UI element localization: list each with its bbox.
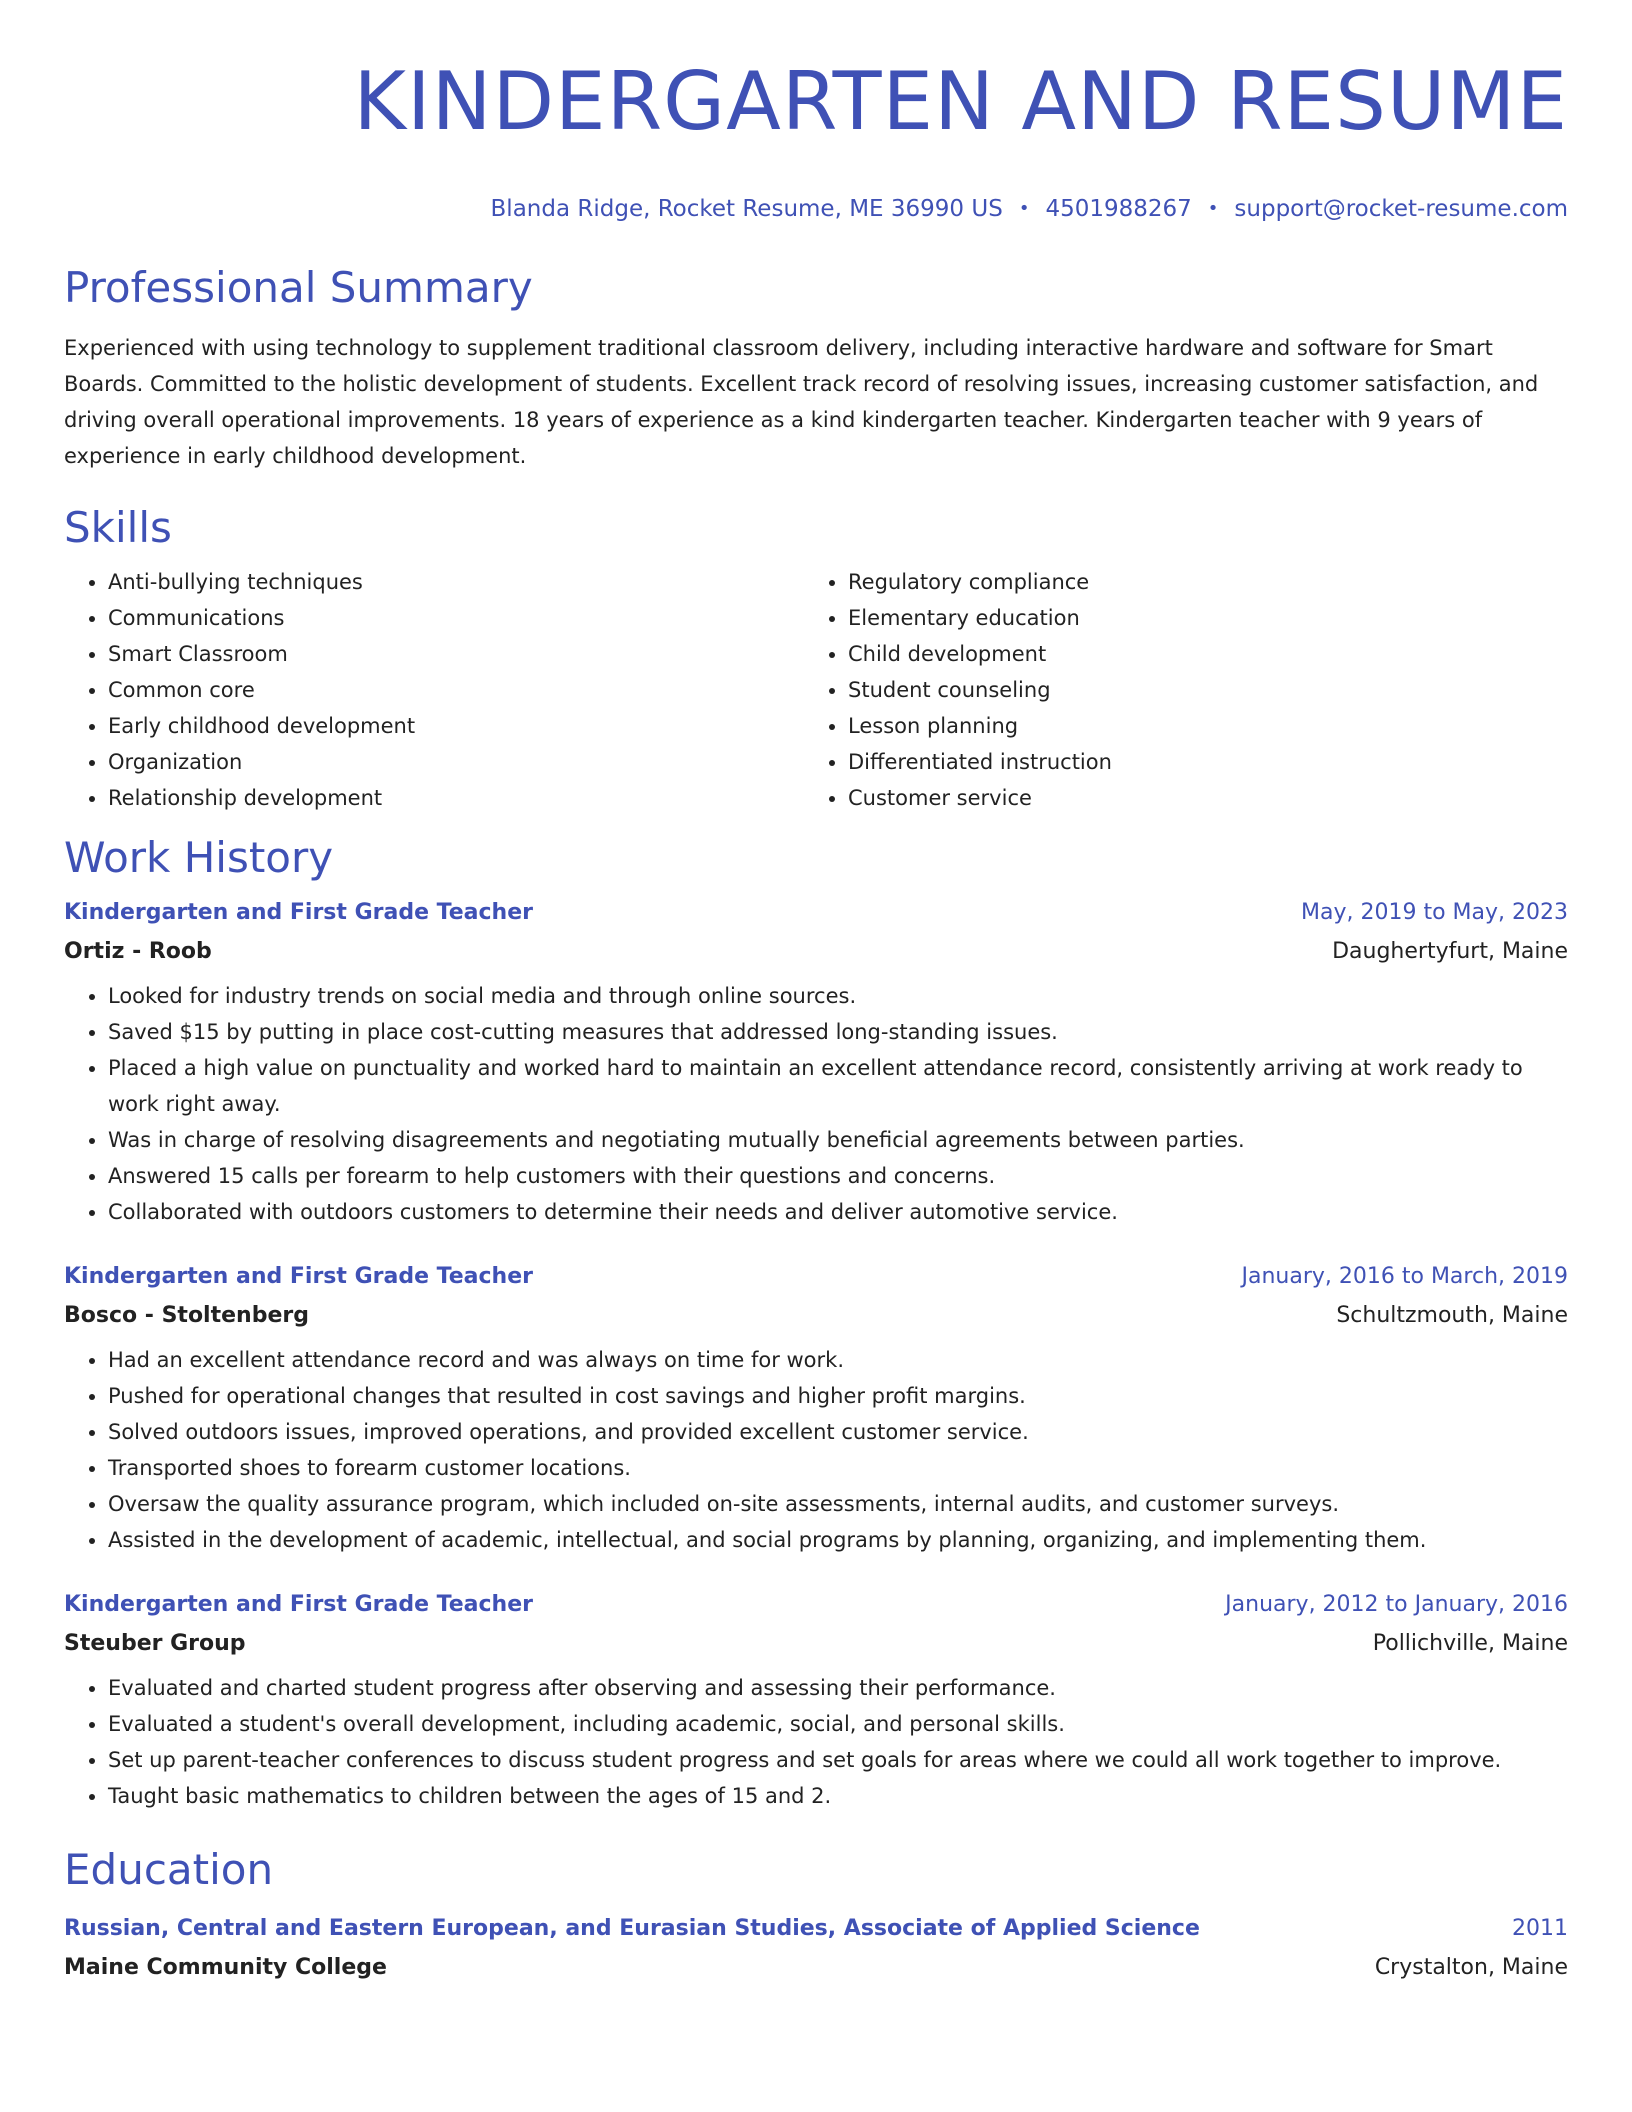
job-bullet: • Answered 15 calls per forearm to help customers with their questions and concerns. [108, 1158, 1568, 1194]
skills-columns [64, 564, 1568, 816]
job-bullet: • Assisted in the development of academic, intellectual, and social programs by planning, organizing, and implementing them. [108, 1522, 1568, 1558]
skill-item: • Customer service [848, 780, 1544, 816]
skills-heading: Skills [64, 503, 172, 552]
skill-item: • Student counseling [848, 672, 1544, 708]
job-bullet: • Solved outdoors issues, improved operations, and provided excellent customer service. [108, 1414, 1568, 1450]
skill-item: • Child development [848, 636, 1544, 672]
email-link[interactable]: support@rocket-resume.com [1234, 196, 1568, 222]
skill-item: • Smart Classroom [108, 636, 804, 672]
job-bullet: • Collaborated with outdoors customers to determine their needs and deliver automotive service. [108, 1194, 1568, 1230]
company-name: Bosco - Stoltenberg [64, 1303, 309, 1328]
job-bullets [64, 978, 1568, 1230]
job-location: Pollichville, Maine [1372, 1631, 1568, 1656]
job-dates: January, 2016 to March, 2019 [1241, 1264, 1568, 1289]
education-section [64, 1844, 1568, 1988]
skills-list-left [64, 564, 804, 816]
skills-list-right [804, 564, 1544, 816]
job-title: Kindergarten and First Grade Teacher [64, 1592, 533, 1617]
skill-item: • Common core [108, 672, 804, 708]
job-location: Schultzmouth, Maine [1336, 1303, 1568, 1328]
job-bullet: • Saved $15 by putting in place cost-cutting measures that addressed long-standing issues. [108, 1014, 1568, 1050]
job-title-row [64, 1586, 1568, 1624]
skill-item: • Elementary education [848, 600, 1544, 636]
job-bullet: • Looked for industry trends on social media and through online sources. [108, 978, 1568, 1014]
summary-text: Experienced with using technology to supplement traditional classroom delivery, including interactive hardware and software for Smart Boards. Committed to the holistic development of students. Excellent track record of resolving issues, increasing customer satisfaction, and driving overall operational improvements. 18 years of experience as a kind kindergarten teacher. Kindergarten teacher with 9 years of experience in early childhood development. [64, 336, 1539, 468]
skill-item: • Organization [108, 744, 804, 780]
skill-item: • Anti-bullying techniques [108, 564, 804, 600]
address-text: Blanda Ridge, Rocket Resume, ME 36990 US [490, 196, 1003, 222]
work-history-heading: Work History [64, 833, 334, 882]
company-name: Steuber Group [64, 1631, 246, 1656]
skills-section [64, 502, 1568, 816]
summary-heading: Professional Summary [64, 263, 533, 312]
job-location: Daughertyfurt, Maine [1332, 939, 1568, 964]
job-company-row [64, 932, 1568, 972]
separator-dot: • [1018, 198, 1030, 219]
summary-section [64, 262, 1568, 474]
job-company-row [64, 1296, 1568, 1336]
job-bullet: • Placed a high value on punctuality and worked hard to maintain an excellent attendance record, consistently arriving at work ready to work right away. [108, 1050, 1568, 1122]
candidate-name: KINDERGARTEN AND RESUME [353, 55, 1568, 148]
contact-line [64, 194, 1568, 224]
education-school-row [64, 1948, 1568, 1988]
job-bullet: • Transported shoes to forearm customer locations. [108, 1450, 1568, 1486]
job-bullet: • Pushed for operational changes that resulted in cost savings and higher profit margins. [108, 1378, 1568, 1414]
education-heading: Education [64, 1845, 274, 1894]
job-bullet: • Taught basic mathematics to children between the ages of 15 and 2. [108, 1778, 1568, 1814]
job-entry [64, 1586, 1568, 1814]
education-degree-row [64, 1910, 1568, 1948]
job-bullet: • Had an excellent attendance record and was always on time for work. [108, 1342, 1568, 1378]
education-entry [64, 1910, 1568, 1988]
skill-item: • Communications [108, 600, 804, 636]
skill-item: • Lesson planning [848, 708, 1544, 744]
job-bullet: • Was in charge of resolving disagreements and negotiating mutually beneficial agreements between parties. [108, 1122, 1568, 1158]
job-company-row [64, 1624, 1568, 1664]
resume-header [64, 0, 1568, 224]
job-bullet: • Evaluated a student's overall development, including academic, social, and personal skills. [108, 1706, 1568, 1742]
work-history-section [64, 832, 1568, 1814]
skill-item: • Regulatory compliance [848, 564, 1544, 600]
job-dates: May, 2019 to May, 2023 [1301, 900, 1568, 925]
job-bullet: • Set up parent-teacher conferences to discuss student progress and set goals for areas where we could all work together to improve. [108, 1742, 1568, 1778]
job-bullets [64, 1670, 1568, 1814]
school-location: Crystalton, Maine [1374, 1955, 1568, 1980]
job-bullet: • Oversaw the quality assurance program, which included on-site assessments, internal audits, and customer surveys. [108, 1486, 1568, 1522]
skill-item: • Differentiated instruction [848, 744, 1544, 780]
skill-item: • Early childhood development [108, 708, 804, 744]
job-title: Kindergarten and First Grade Teacher [64, 900, 533, 925]
skill-item: • Relationship development [108, 780, 804, 816]
graduation-year: 2011 [1512, 1916, 1568, 1941]
job-title-row [64, 1258, 1568, 1296]
job-bullets [64, 1342, 1568, 1558]
school-name: Maine Community College [64, 1955, 387, 1980]
company-name: Ortiz - Roob [64, 939, 212, 964]
job-bullet: • Evaluated and charted student progress after observing and assessing their performance. [108, 1670, 1568, 1706]
job-entry [64, 1258, 1568, 1558]
job-title-row [64, 894, 1568, 932]
separator-dot: • [1207, 198, 1219, 219]
job-title: Kindergarten and First Grade Teacher [64, 1264, 533, 1289]
phone-text: 4501988267 [1045, 196, 1192, 222]
job-dates: January, 2012 to January, 2016 [1225, 1592, 1568, 1617]
degree-name: Russian, Central and Eastern European, and Eurasian Studies, Associate of Applied Science [64, 1916, 1200, 1941]
job-entry [64, 894, 1568, 1230]
